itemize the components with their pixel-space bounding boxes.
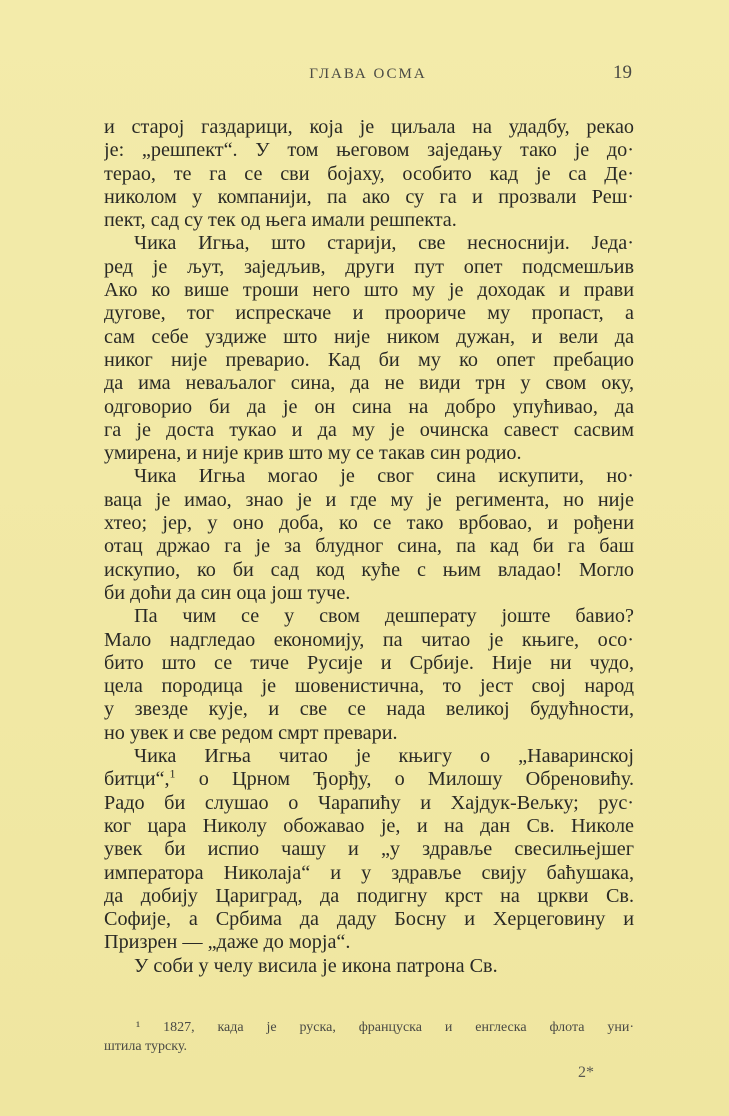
- text-line: Чика Игња могао је свог сина искупити, но·: [134, 465, 634, 488]
- text-line: терао, те га се сви бојаху, особито кад је са Де·: [104, 162, 634, 185]
- text-line: Мало надгледао економију, па читао је књиге, осо·: [104, 628, 634, 651]
- text-line: Па чим се у свом дешперату јоште бавио?: [134, 605, 634, 628]
- text-line: Чика Игња читао је књигу о „Наваринској: [134, 745, 634, 768]
- text-line: дугове, тог испрескаче и проориче му пропаст, а: [104, 302, 634, 325]
- page-header: [104, 62, 632, 88]
- text-line: отац држао га је за блудног сина, па кад би га баш: [104, 535, 634, 558]
- text-line: умирена, и није крив што му се такав син родио.: [104, 442, 522, 465]
- text-line: Чика Игња, што старији, све несноснији. Једа·: [134, 232, 634, 255]
- text-line: У соби у челу висила је икона патрона Св.: [134, 954, 498, 977]
- text-line: ред је љут, заједљив, други пут опет подсмешљив: [104, 255, 634, 278]
- footnote-line: штила турску.: [104, 1039, 187, 1054]
- text-line: Софије, а Србима да даду Босну и Херцеговину и: [104, 908, 634, 931]
- text-line: ког цара Николу обожавао је, и на дан Св. Николе: [104, 814, 634, 837]
- text-line: никог није преварио. Кад би му ко опет пребацио: [104, 348, 634, 371]
- text-line: николом у компанији, па ако су га и прозвали Реш·: [104, 185, 634, 208]
- text-line: да добију Цариград, да подигну крст на цркви Св.: [104, 884, 634, 907]
- text-line: цела породица је шовенистична, то јест свој народ: [104, 675, 634, 698]
- line-text: битци“,$^1$ о Црном Ђорђу, о Милошу Обреновићу.: [104, 768, 634, 791]
- text-line: у звезде кује, и све се нада великој будућности,: [104, 698, 634, 721]
- text-line: да има неваљалог сина, да не види трн у свом оку,: [104, 372, 634, 395]
- text-line: сам себе уздиже што није ником дужан, и вели да: [104, 325, 634, 348]
- text-line: је: „решпект“. У том његовом заједању тако је до·: [104, 139, 634, 162]
- footnote: [104, 1018, 634, 1056]
- text-line: императора Николаја“ и у здравље свију баћушака,: [104, 861, 634, 884]
- text-line: увек би испио чашу и „у здравље свесилњејшег: [104, 838, 634, 861]
- text-line: но увек и све редом смрт превари.: [104, 721, 398, 744]
- footnote-line: ¹ 1827, када је руска, француска и енглеска флота уни·: [136, 1020, 634, 1035]
- text-line: ваца је имао, знао је и где му је регимента, но није: [104, 488, 634, 511]
- body-text: [104, 116, 634, 978]
- text-line: би доћи да син оца још туче.: [104, 581, 351, 604]
- text-line: пект, сад су тек од њега имали решпекта.: [104, 209, 457, 232]
- text-line: бито што се тиче Русије и Србије. Није ни чудо,: [104, 651, 634, 674]
- footnote-ref: 1: [169, 768, 176, 781]
- text-line: Радо би слушао о Чарапићу и Хајдук-Вељку; рус·: [104, 791, 634, 814]
- page-number: 19: [613, 62, 632, 83]
- signature-mark: 2*: [578, 1064, 594, 1081]
- text-line: искупио, ко би сад код куће с њим владао! Могло: [104, 558, 634, 581]
- running-head: ГЛАВА ОСМА: [309, 66, 427, 82]
- text-line: га је доста тукао и да му је очинска савест сасвим: [104, 418, 634, 441]
- text-line: хтео; јер, у оно доба, ко се тако врбовао, и рођени: [104, 512, 634, 535]
- text-line: Ако ко више троши него што му је доходак и прави: [104, 279, 634, 302]
- text-line: Призрен — „даже до морја“.: [104, 931, 351, 954]
- text-line: и старој газдарици, која је циљала на удадбу, рекао: [104, 116, 634, 138]
- text-line: одговорио би да је он сина на добро упућивао, да: [104, 395, 634, 418]
- text-line-with-footnote-ref: [104, 768, 634, 791]
